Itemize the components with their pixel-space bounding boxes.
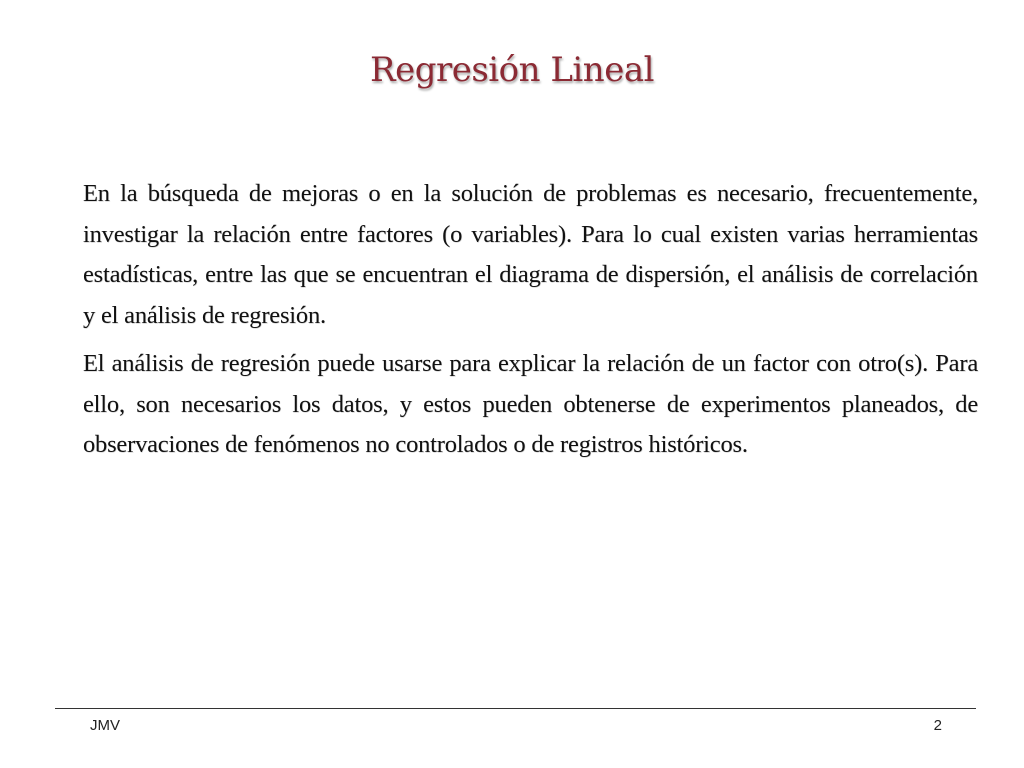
body-paragraph-1: En la búsqueda de mejoras o en la solución de problemas es necesario, frecuentemente, investigar la relación entre factores (o variables). Para lo cual existen varias herramientas estadísticas, entre las que se encuentran el diagrama de dispersión, el análisis de correlación y el análisis de regresión. <box>83 180 978 329</box>
slide-title: Regresión Lineal <box>370 50 654 90</box>
footer-author: JMV <box>90 717 120 734</box>
slide-body <box>83 174 978 474</box>
body-paragraph-2: El análisis de regresión puede usarse para explicar la relación de un factor con otro(s). Para ello, son necesarios los datos, y estos pueden obtenerse de experimentos planeados, de observaciones de fenómenos no controlados o de registros históricos. <box>83 350 978 458</box>
footer-divider <box>55 708 976 709</box>
page-number: 2 <box>933 717 942 734</box>
